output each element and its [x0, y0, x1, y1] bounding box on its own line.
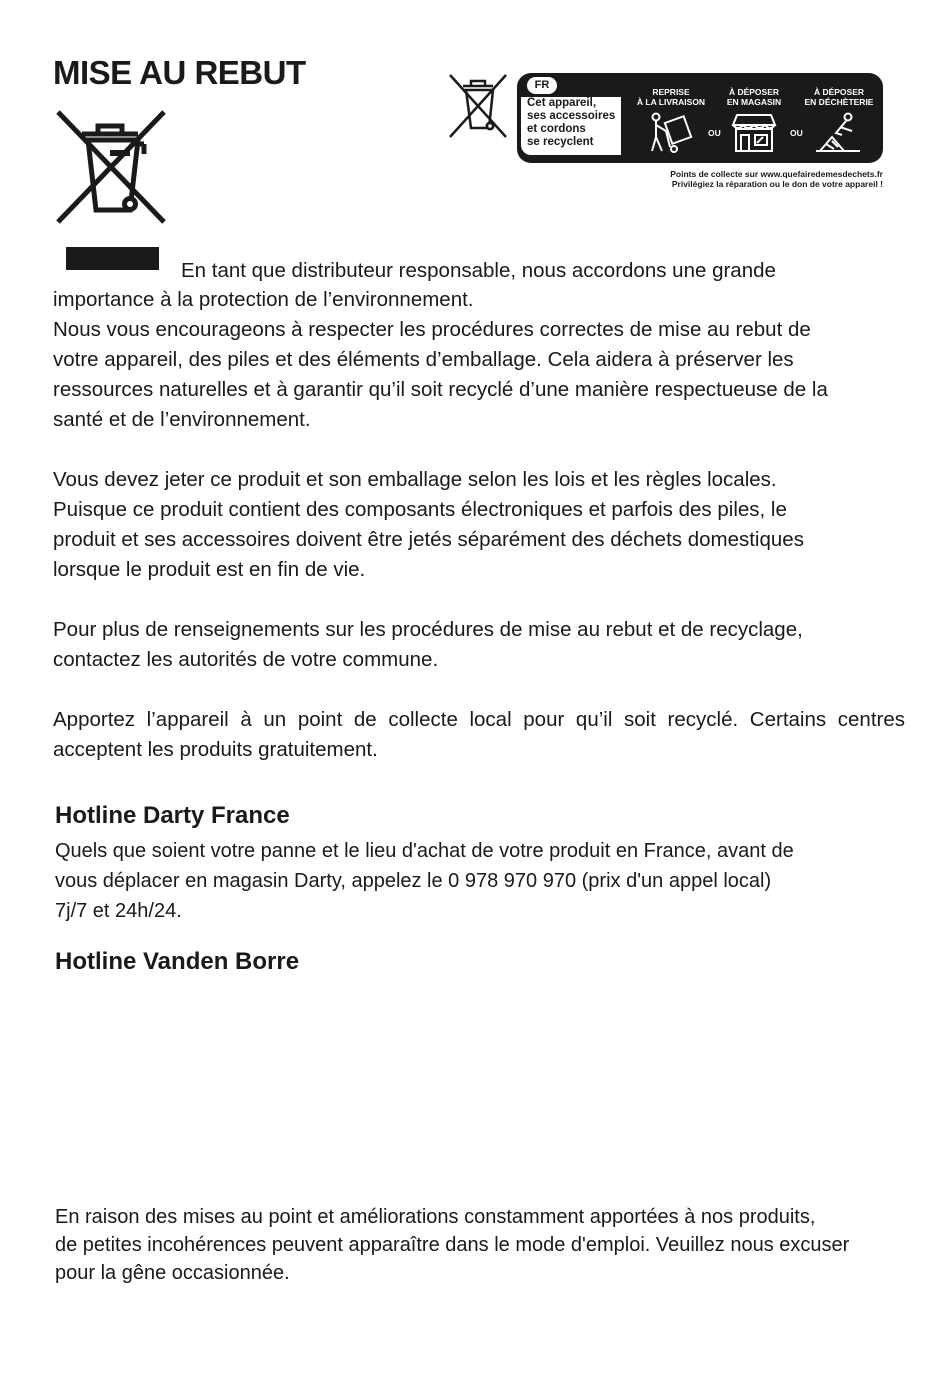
recycle-line: et cordons [527, 123, 586, 135]
footer-note [55, 1203, 925, 1287]
paragraph-line: votre appareil, des piles et des éléments d’emballage. Cela aidera à préserver les [53, 348, 794, 371]
paragraph-line: produit et ses accessoires doivent être jetés séparément des déchets domestiques [53, 528, 804, 551]
paragraph-line: contactez les autorités de votre commune. [53, 648, 439, 671]
collection-paragraph: Apportez l’appareil à un point de collecte local pour qu’il soit recyclé. Certains centres acceptent les produits gratuitement. [53, 708, 905, 761]
intro-first-line: En tant que distributeur responsable, nous accordons une grande [181, 259, 776, 282]
paragraph-line: Vous devez jeter ce produit et son emballage selon les lois et les règles locales. [53, 468, 777, 491]
hotline-darty-text [55, 836, 907, 926]
paragraph-line: importance à la protection de l’environnement. [53, 288, 474, 311]
collection-line: Points de collecte sur www.quefairedemesdechets.fr [670, 169, 883, 179]
paragraph-line: Nous vous encourageons à respecter les procédures correctes de mise au rebut de [53, 318, 811, 341]
option-line: EN DÉCHÈTERIE [804, 97, 874, 107]
hotline-vanden-borre-heading: Hotline Vanden Borre [55, 948, 300, 975]
crossed-bin-small-icon [447, 72, 509, 140]
option-store [717, 87, 791, 155]
collection-points-note [670, 169, 883, 189]
option-line: À DÉPOSER [813, 87, 865, 97]
store-icon [727, 111, 781, 155]
info-paragraph [53, 615, 905, 675]
paragraph-line: santé et de l’environnement. [53, 408, 311, 431]
hotline-darty-heading: Hotline Darty France [55, 802, 290, 829]
recycle-line: se recyclent [527, 136, 594, 148]
intro-paragraph [53, 285, 905, 435]
option-line: À LA LIVRAISON [636, 97, 706, 107]
page-title: MISE AU REBUT [53, 54, 306, 91]
bin-underline-bar [66, 247, 159, 270]
recycle-line: ses accessoires [527, 110, 616, 122]
country-badge: FR [527, 77, 557, 94]
paragraph-line: 7j/7 et 24h/24. [55, 900, 182, 922]
note-line: En raison des mises au point et améliorations constamment apportées à nos produits, [55, 1206, 816, 1228]
option-waste-center [799, 87, 879, 155]
option-delivery [633, 87, 709, 155]
or-label: OU [790, 128, 803, 138]
paragraph-line: Puisque ce produit contient des composants électroniques et parfois des piles, le [53, 498, 787, 521]
recycle-statement [521, 97, 621, 155]
note-line: de petites incohérences peuvent apparaître dans le mode d'emploi. Veuillez nous excuser [55, 1234, 850, 1256]
paragraph-line: vous déplacer en magasin Darty, appelez le 0 978 970 970 (prix d'un appel local) [55, 870, 772, 892]
or-label: OU [708, 128, 721, 138]
crossed-bin-icon [52, 106, 170, 228]
option-line: REPRISE [652, 87, 690, 97]
recycle-line: Cet appareil, [527, 97, 597, 109]
paragraph-line: ressources naturelles et à garantir qu’il soit recyclé d’une manière respectueuse de la [53, 378, 828, 401]
collection-line: Privilégiez la réparation ou le don de votre appareil ! [671, 179, 883, 189]
waste-center-icon [812, 111, 866, 155]
option-line: À DÉPOSER [728, 87, 780, 97]
delivery-icon [644, 111, 698, 155]
paragraph-line: lorsque le produit est en fin de vie. [53, 558, 366, 581]
disposal-paragraph [53, 465, 905, 585]
triman-logo-block [517, 73, 883, 163]
paragraph-line: Pour plus de renseignements sur les procédures de mise au rebut et de recyclage, [53, 618, 803, 641]
option-line: EN MAGASIN [726, 97, 782, 107]
paragraph-line: Quels que soient votre panne et le lieu d'achat de votre produit en France, avant de [55, 840, 794, 862]
note-line: pour la gêne occasionnée. [55, 1262, 290, 1284]
